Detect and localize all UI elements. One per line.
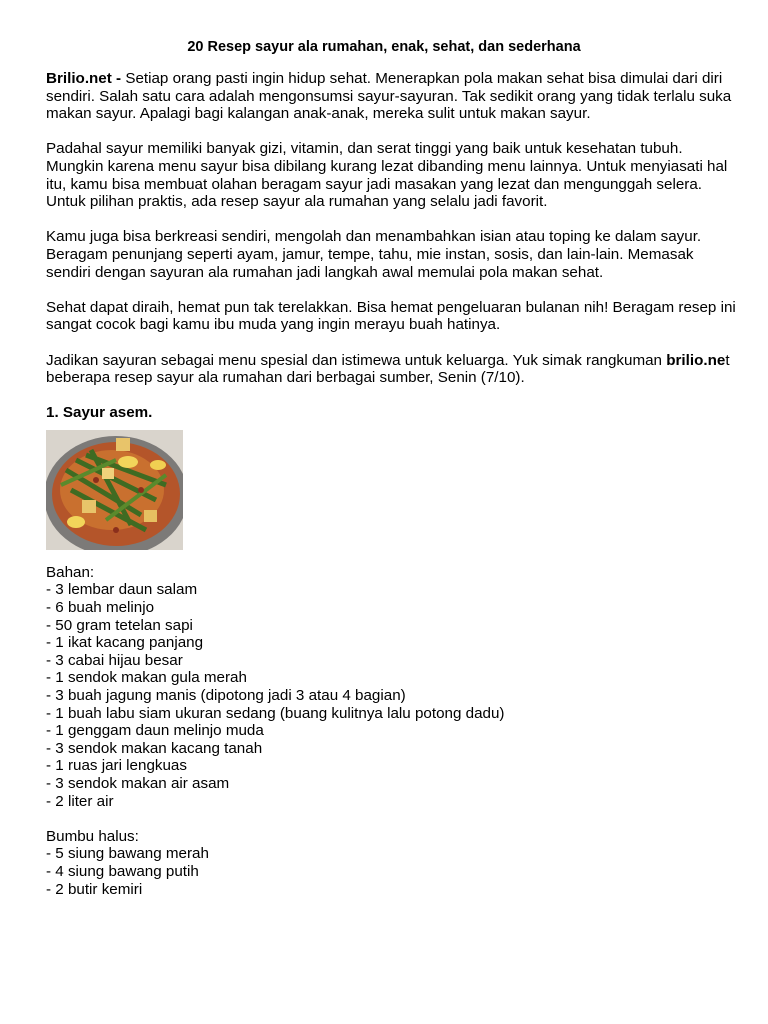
document-title: 20 Resep sayur ala rumahan, enak, sehat, dan sederhana xyxy=(187,39,581,55)
list-item: - 4 siung bawang putih xyxy=(46,862,199,880)
article-body xyxy=(46,70,736,916)
list-item: - 2 liter air xyxy=(46,792,114,810)
spices-list xyxy=(46,845,736,898)
ingredients-label: Bahan: xyxy=(46,563,95,581)
paragraph-4: Sehat dapat diraih, hemat pun tak terelakkan. Bisa hemat pengeluaran bulanan nih! Beragam resep ini sangat cocok bagi kamu ibu muda yang ingin merayu buah hatinya. xyxy=(46,298,736,334)
list-item: - 1 buah labu siam ukuran sedang (buang kulitnya lalu potong dadu) xyxy=(46,704,505,722)
paragraph-5-before: Jadikan sayuran sebagai menu spesial dan istimewa untuk keluarga. Yuk simak rangkuman xyxy=(46,351,667,369)
list-item: - 3 sendok makan air asam xyxy=(46,775,230,792)
list-item: - 6 buah melinjo xyxy=(46,599,155,617)
list-item: - 5 siung bawang merah xyxy=(46,845,209,863)
list-item: - 1 ikat kacang panjang xyxy=(46,634,204,652)
ingredients-list xyxy=(46,581,736,810)
source-brand: Brilio.net - xyxy=(46,70,122,87)
sayur-asem-photo xyxy=(46,430,183,550)
list-item: - 1 genggam daun melinjo muda xyxy=(46,722,264,740)
intro-paragraph xyxy=(46,70,736,123)
paragraph-5-after: t beberapa resep sayur ala rumahan dari berbagai sumber, Senin (7/10). xyxy=(46,351,730,387)
intro-text: Setiap orang pasti ingin hidup sehat. Menerapkan pola makan sehat bisa dimulai dari diri sendiri. Salah satu cara adalah mengonsumsi sayur-sayuran. Tak sedikit orang yang tidak terlalu suka makan sayur. Apalagi bagi kalangan anak-anak, mereka sulit untuk makan sayur. xyxy=(46,70,732,123)
paragraph-5 xyxy=(46,352,736,387)
list-item: - 3 cabai hijau besar xyxy=(46,651,183,669)
list-item: - 50 gram tetelan sapi xyxy=(46,616,193,634)
list-item: - 1 sendok makan gula merah xyxy=(46,669,247,687)
recipe-heading: 1. Sayur asem. xyxy=(46,404,153,422)
list-item: - 3 lembar daun salam xyxy=(46,581,198,599)
paragraph-3: Kamu juga bisa berkreasi sendiri, mengolah dan menambahkan isian atau toping ke dalam sayur. Beragam penunjang seperti ayam, jamur, tempe, tahu, mie instan, sosis, dan lain-lain. Memasak sendiri dengan sayuran ala rumahan jadi langkah awal memulai pola makan sehat. xyxy=(46,228,702,281)
list-item: - 1 ruas jari lengkuas xyxy=(46,757,187,775)
list-item: - 3 buah jagung manis (dipotong jadi 3 atau 4 bagian) xyxy=(46,687,406,705)
paragraph-2: Padahal sayur memiliki banyak gizi, vitamin, dan serat tinggi yang baik untuk kesehatan tubuh. Mungkin karena menu sayur bisa dibilang kurang lezat dibanding menu lainnya. Untuk menyiasati hal itu, kamu bisa membuat olahan beragam sayur jadi masakan yang lezat dan mengunggah selera. Untuk pilihan praktis, ada resep sayur ala rumahan yang selalu jadi favorit. xyxy=(46,140,728,211)
list-item: - 2 butir kemiri xyxy=(46,880,143,898)
spices-label: Bumbu halus: xyxy=(46,827,139,845)
inline-brand: brilio.ne xyxy=(666,351,726,369)
list-item: - 3 sendok makan kacang tanah xyxy=(46,739,263,757)
